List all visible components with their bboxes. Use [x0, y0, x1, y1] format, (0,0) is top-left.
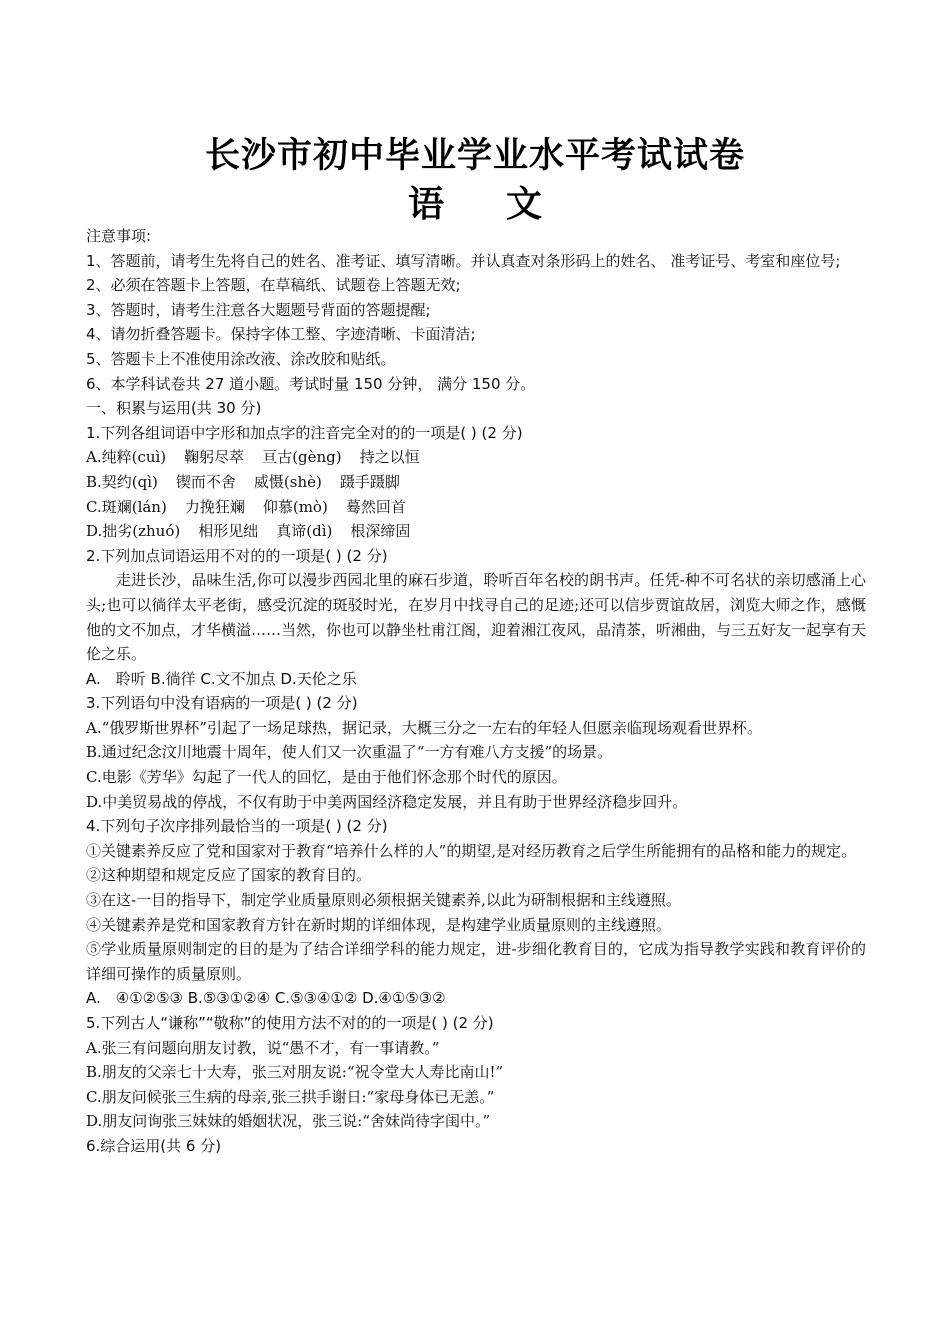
- subject-char-2: 文: [506, 183, 543, 225]
- question-stem: 5.下列古人“谦称”“敬称”的使用方法不对的的一项是( ) (2 分): [86, 1014, 494, 1032]
- option-row: A.纯粹(cuì) 鞠躬尽萃 亘古(gèng) 持之以恒: [86, 448, 420, 467]
- option-row: B.契约(qì) 锲而不舍 威慑(shè) 蹑手蹑脚: [86, 472, 400, 491]
- reading-passage: 走进长沙，品味生活,你可以漫步西园北里的麻石步道，聆听百年名校的朗书声。任凭-种不可名状的亲切感涌上心头;也可以徜徉太平老街，感受沉淀的斑驳时光，在岁月中找寻自己的足迹;还可以信步贾谊故居，浏览大师之作，感慨他的文不加点，才华横溢……当然，你也可以静坐杜甫江阁，迎着湘江夜风，品清茶，听湘曲，与三五好友一起享有天伦之乐。: [86, 571, 867, 664]
- question-stem: 4.下列句子次序排列最恰当的一项是( ) (2 分): [86, 817, 388, 836]
- notice-item: 5、答题卡上不准使用涂改液、涂改胶和贴纸。: [86, 349, 396, 368]
- question-stem: 2.下列加点词语运用不对的的一项是( ) (2 分): [86, 546, 388, 565]
- option-row: A. ④①②⑤③ B.⑤③①②④ C.⑤③④①② D.④①⑤③②: [86, 989, 446, 1008]
- question-stem: 3.下列语句中没有语病的一项是( ) (2 分): [86, 694, 358, 713]
- option-row: B.通过纪念汶川地震十周年，使人们又一次重温了“一方有难八方支援”的场景。: [86, 743, 613, 762]
- option-row: D.朋友问询张三妹妹的婚姻状况，张三说:“舍妹尚待字闺中。”: [86, 1112, 491, 1131]
- section-heading: 一、积累与运用(共 30 分): [86, 399, 262, 418]
- sentence-item: ①关键素养反应了党和国家对于教育“培养什么样的人”的期望,是对经历教育之后学生所能拥有的品格和能力的规定。: [86, 841, 857, 860]
- sentence-item: ③在这-一目的指导下，制定学业质量原则必须根据关键素养,以此为研制根据和主线遵照。: [86, 891, 681, 910]
- option-row: D.中美贸易战的停战，不仅有助于中美两国经济稳定发展，并且有助于世界经济稳步回升。: [86, 792, 688, 811]
- option-row: A.张三有问题向朋友讨教，说“愚不才，有一事请教。”: [86, 1038, 440, 1057]
- option-row: D.拙劣(zhuó) 相形见绌 真谛(dì) 根深缔固: [86, 522, 411, 541]
- option-row: B.朋友的父亲七十大寿，张三对朋友说:“祝令堂大人寿比南山!”: [86, 1063, 504, 1082]
- option-row: C.朋友问候张三生病的母亲,张三拱手谢日:“家母身体已无恙。”: [86, 1087, 495, 1106]
- exam-title: 长沙市初中毕业学业水平考试试卷: [204, 135, 745, 176]
- option-row: A.“俄罗斯世界杯”引起了一场足球热，据记录，大概三分之一左右的年轻人但愿亲临现场观看世界杯。: [86, 718, 762, 737]
- question-stem: 1.下列各组词语中字形和加点字的注音完全对的的一项是( ) (2 分): [86, 423, 523, 442]
- question-stem: 6.综合运用(共 6 分): [86, 1136, 222, 1155]
- option-row: C.斑斓(lán) 力挽狂斓 仰慕(mò) 蓦然回首: [86, 497, 406, 516]
- subject-title: [0, 176, 950, 227]
- exam-body: [86, 224, 866, 1159]
- notice-item: 1、答题前，请考生先将自己的姓名、准考证、填写清晰。并认真查对条形码上的姓名、 准考证号、考室和座位号;: [86, 251, 841, 270]
- sentence-item: ⑤学业质量原则制定的目的是为了结合详细学科的能力规定，进-步细化教育目的，它成为指导教学实践和教育评价的详细可操作的质量原则。: [86, 940, 866, 983]
- notice-item: 4、请勿折叠答题卡。保持字体工整、字迹清晰、卡面清洁;: [86, 325, 476, 344]
- notice-item: 3、答题时，请考生注意各大题题号背面的答题提醒;: [86, 300, 431, 319]
- sentence-item: ②这种期望和规定反应了国家的教育目的。: [86, 866, 372, 885]
- option-row: C.电影《芳华》勾起了一代人的回忆，是由于他们怀念那个时代的原因。: [86, 768, 567, 787]
- notice-heading: 注意事项:: [86, 227, 152, 245]
- sentence-item: ④关键素养是党和国家教育方针在新时期的详细体现，是构建学业质量原则的主线遵照。: [86, 915, 672, 934]
- subject-char-1: 语: [407, 183, 444, 225]
- notice-item: 6、本学科试卷共 27 道小题。考试时量 150 分钟， 满分 150 分。: [86, 374, 536, 393]
- notice-item: 2、必须在答题卡上答题，在草稿纸、试题卷上答题无效;: [86, 276, 461, 295]
- option-row: A. 聆听 B.徜徉 C.文不加点 D.天伦之乐: [86, 669, 357, 688]
